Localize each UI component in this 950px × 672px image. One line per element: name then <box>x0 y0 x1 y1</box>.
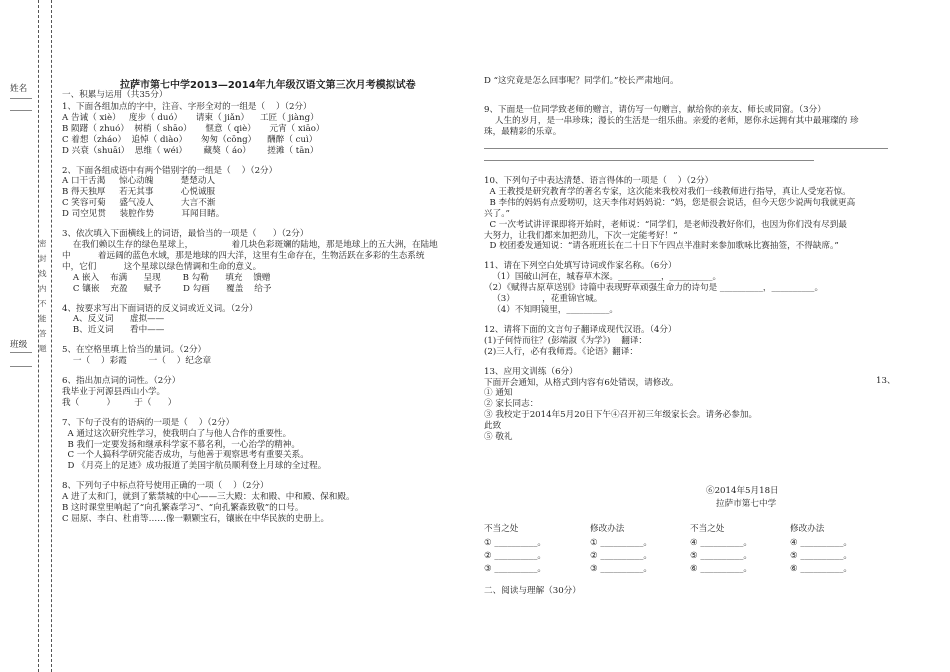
text-line: A 嵌入 布满 呈现 B 勾勒 填充 馈赠 <box>62 272 271 283</box>
text-line <box>62 157 472 166</box>
seal-char: 不 <box>39 299 47 308</box>
text-line <box>62 336 472 345</box>
table-cell[interactable]: ④ __________。 <box>790 538 852 548</box>
text-line: 4、按要求写出下面词语的反义词或近义词。（2分） <box>62 303 258 314</box>
seal-char: 能 <box>39 314 47 323</box>
table-cell[interactable]: ② __________。 <box>590 551 652 561</box>
text-line: ⑤ 敬礼 <box>484 432 513 443</box>
text-line: C 一次考试讲评课即将开始时，老师说：“同学们，是老师没教好你们，也因为你们没有尽到最 <box>484 219 847 230</box>
text-line: A 进了太和门，就到了紫禁城的中心——三大殿：太和殿、中和殿、保和殿。 <box>62 492 355 503</box>
text-line: 7、下句子没有的语病的一项是（ ）（2分） <box>62 417 235 428</box>
text-line: 在我们赖以生存的绿色星球上， 着几块色彩斑斓的陆地，那是地球上的五大洲，在陆地 <box>62 239 438 250</box>
class-label: 班级 <box>10 340 28 350</box>
text-line: B 这时课堂里响起了“向孔繁森学习”、“向孔繁森致敬”的口号。 <box>62 503 304 514</box>
text-line: B 陨躇（ zhuó） 树梢（ shāo） 惬意（ qiè） 元宵（ xiāo） <box>62 123 325 134</box>
text-line: B 得天独厚 若无其事 心悦诚服 <box>62 187 216 198</box>
answer-line-9b[interactable] <box>484 160 814 161</box>
left-column <box>62 102 472 525</box>
text-line: 中，它们 这个星球以绿色情调和生命的意义。 <box>62 261 262 272</box>
text-line: 10、下列句子中表达清楚、语言得体的一项是（ ）（2分） <box>484 176 714 186</box>
text-line: 2、下面各组成语中有两个错别字的一组是（ ）（2分） <box>62 165 278 176</box>
name-blank[interactable] <box>10 98 32 99</box>
text-line: C 着想（zháo） 追悼（ diào） 匆匆（cōng） 酬醉（ cuì） <box>62 134 318 145</box>
text-line: 一（ ）彩霞 一（ ）纪念章 <box>62 356 212 367</box>
answer-line-9a[interactable] <box>484 148 888 149</box>
text-line: 我（ ） 于（ ） <box>62 397 177 408</box>
name-blank-2[interactable] <box>10 110 32 111</box>
text-line: 8、下列句子中标点符号使用正确的一项（ ）（2分） <box>62 481 269 492</box>
text-line: 12、请将下面的文言句子翻译成现代汉语。（4分） <box>484 324 677 335</box>
text-line: B、近义词 看中—— <box>62 325 165 336</box>
text-line: ① 通知 <box>484 388 513 399</box>
text-line <box>62 220 472 229</box>
text-line <box>62 295 472 304</box>
text-line: 3、依次填入下面横线上的词语，最恰当的一项是（ ）（2分） <box>62 229 309 240</box>
page-marker: 13、 <box>876 376 896 386</box>
text-line: C 一个人搞科学研究能否成功，与他善于观察思考有重要关系。 <box>62 450 309 461</box>
seal-char: 封 <box>39 254 47 263</box>
text-line <box>62 367 472 376</box>
section-2-heading: 二、阅读与理解（30分） <box>484 586 581 596</box>
text-line <box>62 472 472 481</box>
text-line: （4）不知明镜里，__________。 <box>484 304 618 315</box>
table-cell[interactable]: ① __________。 <box>590 538 652 548</box>
table-cell[interactable]: ③ __________。 <box>484 564 546 574</box>
table-cell[interactable]: ⑥ __________。 <box>690 564 752 574</box>
table-cell[interactable]: ① __________。 <box>484 538 546 548</box>
text-line: 我毕业于河源县西山小学。 <box>62 386 166 397</box>
text-line: ③ 我校定于2014年5月20日下午④召开初三年级家长会。请务必参加。 <box>484 410 758 421</box>
table-cell[interactable]: ⑤ __________。 <box>790 551 852 561</box>
text-line: 11、请在下列空白处填写诗词或作家名称。（6分） <box>484 261 677 272</box>
text-line <box>484 96 904 105</box>
table-header-fix-1: 修改办法 <box>590 524 625 534</box>
text-line: C 笑容可菊 盛气凌人 大言不渐 <box>62 198 216 209</box>
text-line: C 屈原、李白、杜甫等……像一颗颗宝石，镶嵌在中华民族的史册上。 <box>62 514 330 524</box>
text-line: A 告诫（ xiè） 度步（ duó） 请柬（ jiǎn） 工匠（ jiàng） <box>62 112 319 123</box>
table-header-fix-2: 修改办法 <box>790 524 825 534</box>
text-line: 大努力，让我们都来加把劲儿，下次一定能考好！” <box>484 230 678 241</box>
text-line <box>484 87 904 96</box>
section-1-heading: 一、积累与运用（共35分） <box>62 90 168 100</box>
text-line: ② 家长同志： <box>484 399 539 410</box>
name-label: 姓名 <box>10 84 28 94</box>
class-blank-2[interactable] <box>10 366 32 367</box>
table-cell[interactable]: ③ __________。 <box>590 564 652 574</box>
text-line: B 我们一定要发扬和继承科学家不慕名利，一心治学的精神。 <box>62 439 300 450</box>
text-line: A 口干舌渴 惊心动魄 楚楚动人 <box>62 176 216 187</box>
table-cell[interactable]: ⑤ __________。 <box>690 551 752 561</box>
seal-char: 密 <box>39 239 47 248</box>
seal-char: 题 <box>39 344 47 353</box>
text-line: 9、下面是一位同学致老师的赠言，请仿写一句赠言，献给你的亲友、师长或同窗。（3分） <box>484 104 826 115</box>
text-line: A、反义词 虚拟—— <box>62 314 165 325</box>
text-line: (2)三人行，必有我师焉。《论语》翻译： <box>484 346 638 357</box>
page-title: 拉萨市第七中学2013—2014年九年级汉语文第三次月考模拟试卷 <box>120 80 416 91</box>
seal-char: 线 <box>39 269 47 278</box>
text-line: 人生的岁月，是一串珍珠；漫长的生活是一组乐曲。亲爱的老师，愿你永远拥有其中最璀璨的 珍 <box>484 115 859 126</box>
text-line: 5、在空格里填上恰当的量词。（2分） <box>62 345 207 356</box>
seal-char: 内 <box>39 284 47 293</box>
text-line: B 李伟的妈妈有点爱唠叨，这天李伟对妈妈说：“妈，您是很会说话，但今天您少说两句我就更高 <box>484 197 856 208</box>
text-line <box>484 252 904 261</box>
text-line: (1)子何恃而往？(彭端淑《为学》) 翻译： <box>484 335 648 346</box>
seal-char: 答 <box>39 329 47 338</box>
right-column-top <box>484 76 904 138</box>
text-line: D 《月亮上的足迹》成功报道了美国宇航员顺利登上月球的全过程。 <box>62 461 327 472</box>
text-line: 6、指出加点词的词性。（2分） <box>62 376 181 387</box>
text-line: 兴了。” <box>484 208 510 219</box>
text-line <box>62 409 472 418</box>
text-line: D 司空见贯 装腔作势 耳闻目睹。 <box>62 209 225 220</box>
text-line: D “这究竟是怎么回事呢？同学们。”校长严肃地问。 <box>484 76 679 86</box>
text-line: D 校团委发通知说：“请各班班长在二十日下午四点半准时来参加歌咏比赛抽签，不得缺席。” <box>484 241 839 252</box>
text-line <box>484 316 904 325</box>
text-line: （1）国破山河在，城春草木深。__________，__________。 <box>484 272 722 283</box>
text-line <box>484 358 904 367</box>
class-blank[interactable] <box>10 352 32 353</box>
notice-school: 拉萨市第七中学 <box>716 499 777 509</box>
table-cell[interactable]: ② __________。 <box>484 551 546 561</box>
table-cell[interactable]: ④ __________。 <box>690 538 752 548</box>
text-line: 1、下面各组加点的字中，注音、字形全对的一组是（ ）（2分） <box>62 102 312 112</box>
text-line: 此致 <box>484 421 502 432</box>
notice-date: ⑥2014年5月18日 <box>706 486 779 496</box>
binding-line-inner <box>51 0 52 672</box>
text-line: A 王教授是研究教育学的著名专家，这次能来我校对我们一线教师进行指导，真让人受宠若惊。 <box>484 186 851 197</box>
text-line: 珠，最精彩的乐章。 <box>484 126 562 137</box>
text-line: （2）《赋得古原草送别》诗篇中表现野草顽强生命力的诗句是 __________，__________。 <box>484 283 824 294</box>
text-line: A 通过这次研究性学习，使我明白了与他人合作的重要性。 <box>62 428 292 439</box>
text-line: 下面开会通知，从格式到内容有6处错误，请修改。 <box>484 377 679 388</box>
text-line: （3） ，花重锦官城。 <box>484 294 603 305</box>
table-header-wrong-2: 不当之处 <box>690 524 725 534</box>
text-line: 中 着远阔的蓝色水域，那是地球的四大洋，这里有生命存在，生物活跃在多彩的生态系统 <box>62 250 425 261</box>
table-cell[interactable]: ⑥ __________。 <box>790 564 852 574</box>
right-column-mid <box>484 176 904 443</box>
text-line: D 兴衰（shuāi） 思维（ wéi） 藏獒（ áo） 搓滩（ tān） <box>62 145 319 156</box>
text-line: C 镶嵌 充盈 赋予 D 勾画 覆盖 给予 <box>62 283 272 294</box>
text-line: 13、应用文训练（6分） <box>484 366 578 377</box>
table-header-wrong-1: 不当之处 <box>484 524 519 534</box>
